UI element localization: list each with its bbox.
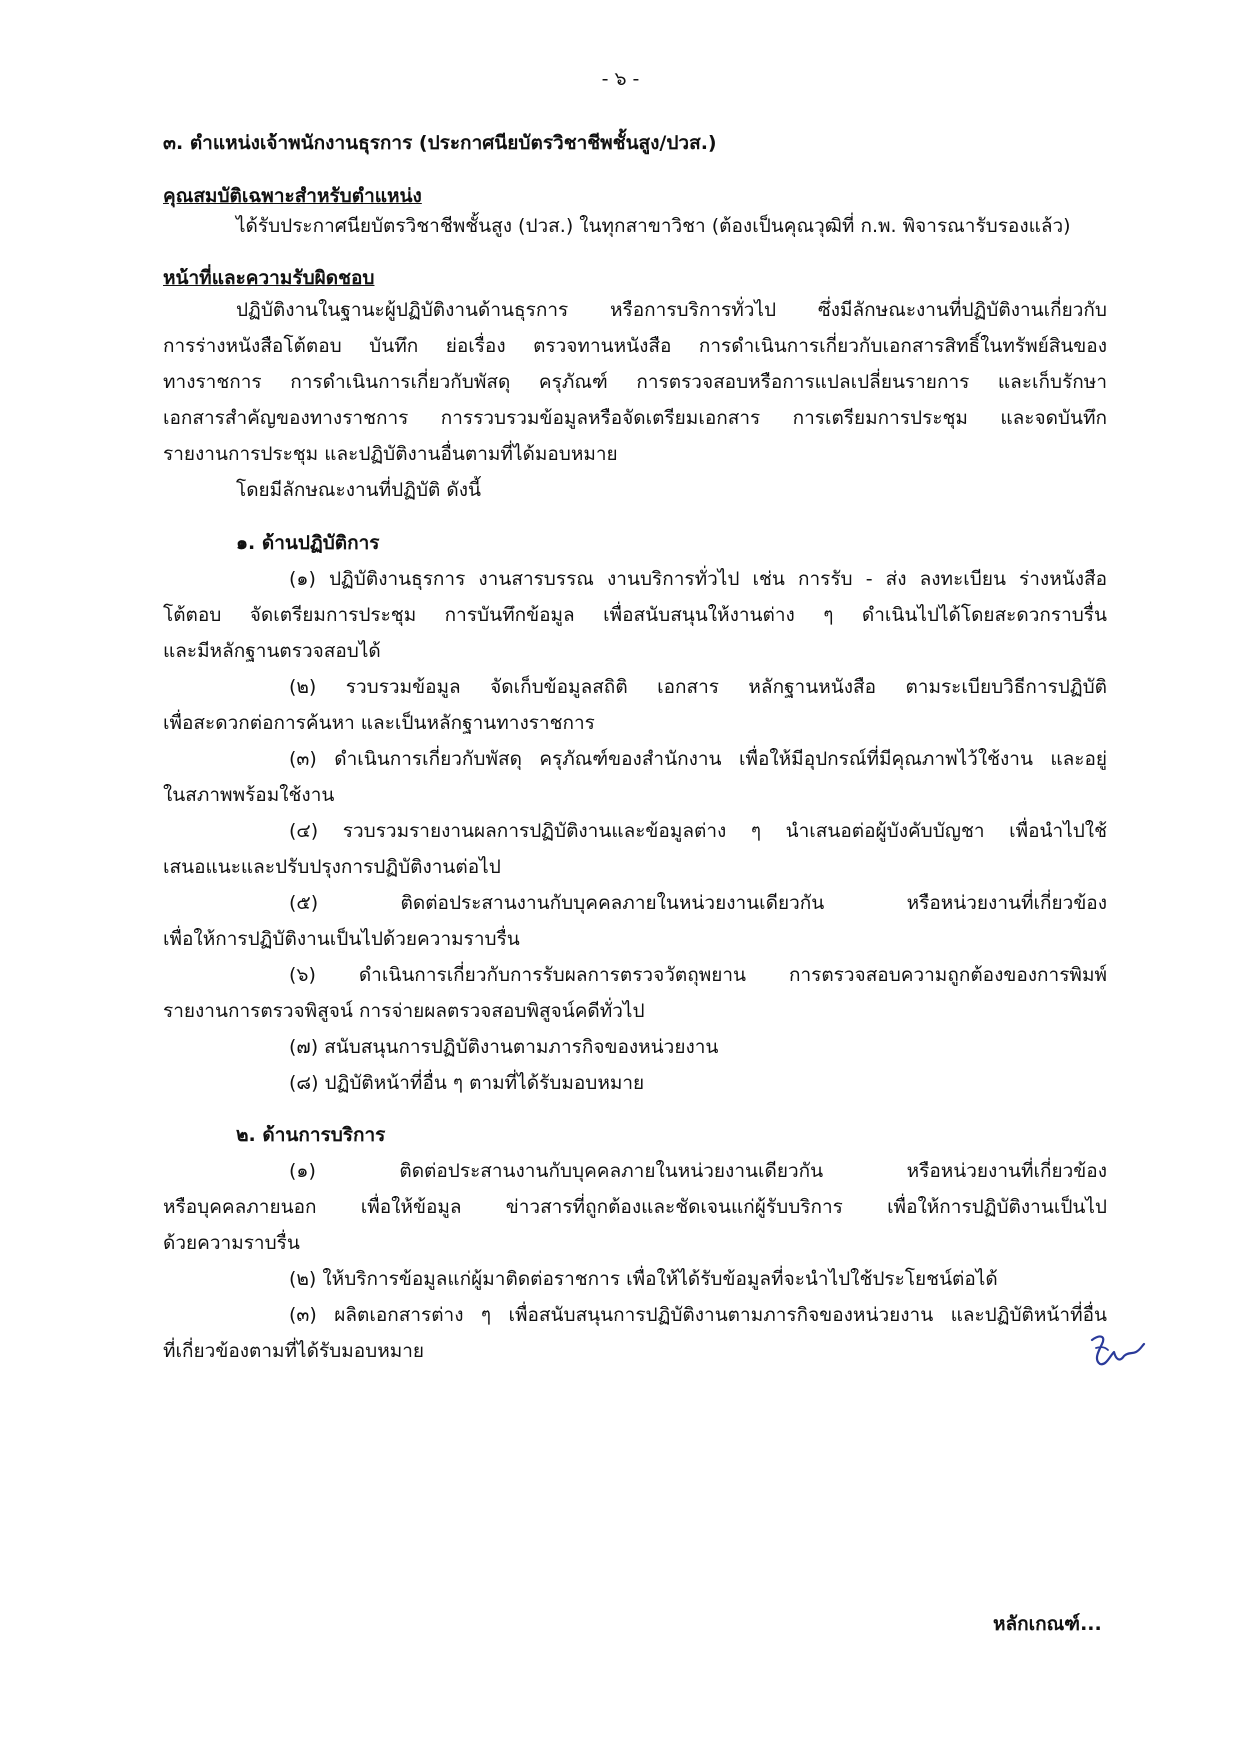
- section1-heading: ๑. ด้านปฏิบัติการ: [236, 532, 380, 554]
- page-number: - ๖ -: [601, 68, 640, 90]
- section1-item: รายงานการตรวจพิสูจน์ การจ่ายผลตรวจสอบพิสูจน์คดีทั่วไป: [163, 1000, 645, 1022]
- section1-item: ในสภาพพร้อมใช้งาน: [163, 784, 335, 806]
- duties-line: ปฏิบัติงานในฐานะผู้ปฏิบัติงานด้านธุรการ หรือการบริการทั่วไป ซึ่งมีลักษณะงานที่ปฏิบัติงานเกี่ยวกับ: [236, 299, 1107, 321]
- section1-item: เสนอแนะและปรับปรุงการปฏิบัติงานต่อไป: [163, 856, 501, 878]
- section2-item: หรือบุคคลภายนอก เพื่อให้ข้อมูล ข่าวสารที่ถูกต้องและชัดเจนแก่ผู้รับบริการ เพื่อให้การปฏิบัติงานเป็นไป: [163, 1196, 1107, 1218]
- section1-item: (๗) สนับสนุนการปฏิบัติงานตามภารกิจของหน่วยงาน: [289, 1036, 719, 1058]
- section1-item: เพื่อให้การปฏิบัติงานเป็นไปด้วยความราบรื่น: [163, 928, 520, 950]
- section1-item: (๕) ติดต่อประสานงานกับบุคคลภายในหน่วยงานเดียวกัน หรือหน่วยงานที่เกี่ยวข้อง: [289, 892, 1107, 914]
- section1-item: (๘) ปฏิบัติหน้าที่อื่น ๆ ตามที่ได้รับมอบหมาย: [289, 1072, 645, 1094]
- section2-item: (๒) ให้บริการข้อมูลแก่ผู้มาติดต่อราชการ เพื่อให้ได้รับข้อมูลที่จะนำไปใช้ประโยชน์ต่อได้: [289, 1268, 998, 1290]
- signature-initials: [1086, 1330, 1146, 1370]
- section2-item: (๓) ผลิตเอกสารต่าง ๆ เพื่อสนับสนุนการปฏิบัติงานตามภารกิจของหน่วยงาน และปฏิบัติหน้าที่อื่น: [289, 1304, 1107, 1326]
- section1-item: (๔) รวบรวมรายงานผลการปฏิบัติงานและข้อมูลต่าง ๆ นำเสนอต่อผู้บังคับบัญชา เพื่อนำไปใช้: [289, 820, 1107, 842]
- position-heading: ๓. ตำแหน่งเจ้าพนักงานธุรการ (ประกาศนียบัตรวิชาชีพชั้นสูง/ปวส.): [163, 132, 717, 154]
- section1-item: (๑) ปฏิบัติงานธุรการ งานสารบรรณ งานบริการทั่วไป เช่น การรับ - ส่ง ลงทะเบียน ร่างหนังสือ: [289, 568, 1107, 590]
- section1-item: เพื่อสะดวกต่อการค้นหา และเป็นหลักฐานทางราชการ: [163, 712, 595, 734]
- section2-item: ที่เกี่ยวข้องตามที่ได้รับมอบหมาย: [163, 1340, 425, 1362]
- section2-item: ด้วยความราบรื่น: [163, 1232, 300, 1254]
- duties-intro: โดยมีลักษณะงานที่ปฏิบัติ ดังนี้: [236, 479, 482, 501]
- section2-item: (๑) ติดต่อประสานงานกับบุคคลภายในหน่วยงานเดียวกัน หรือหน่วยงานที่เกี่ยวข้อง: [289, 1160, 1107, 1182]
- duties-line: รายงานการประชุม และปฏิบัติงานอื่นตามที่ได้มอบหมาย: [163, 443, 618, 465]
- qualifications-text: ได้รับประกาศนียบัตรวิชาชีพชั้นสูง (ปวส.) ในทุกสาขาวิชา (ต้องเป็นคุณวุฒิที่ ก.พ. พิจารณารับรองแล้ว): [236, 215, 1071, 237]
- section1-item: และมีหลักฐานตรวจสอบได้: [163, 640, 381, 662]
- duties-heading: หน้าที่และความรับผิดชอบ: [163, 267, 375, 289]
- section1-item: โต้ตอบ จัดเตรียมการประชุม การบันทึกข้อมูล เพื่อสนับสนุนให้งานต่าง ๆ ดำเนินไปได้โดยสะดวกราบรื่น: [163, 604, 1107, 626]
- duties-line: ทางราชการ การดำเนินการเกี่ยวกับพัสดุ ครุภัณฑ์ การตรวจสอบหรือการแปลเปลี่ยนรายการ และเก็บรักษา: [163, 371, 1107, 393]
- section2-heading: ๒. ด้านการบริการ: [236, 1124, 386, 1146]
- section1-item: (๒) รวบรวมข้อมูล จัดเก็บข้อมูลสถิติ เอกสาร หลักฐานหนังสือ ตามระเบียบวิธีการปฏิบัติ: [289, 676, 1107, 698]
- next-page-catchword: หลักเกณฑ์...: [993, 1613, 1102, 1635]
- duties-line: การร่างหนังสือโต้ตอบ บันทึก ย่อเรื่อง ตรวจทานหนังสือ การดำเนินการเกี่ยวกับเอกสารสิทธิ์ในทรัพย์สินของ: [163, 335, 1107, 357]
- section1-item: (๓) ดำเนินการเกี่ยวกับพัสดุ ครุภัณฑ์ของสำนักงาน เพื่อให้มีอุปกรณ์ที่มีคุณภาพไว้ใช้งาน และอยู่: [289, 748, 1107, 770]
- qualifications-heading: คุณสมบัติเฉพาะสำหรับตำแหน่ง: [163, 185, 422, 207]
- duties-line: เอกสารสำคัญของทางราชการ การรวบรวมข้อมูลหรือจัดเตรียมเอกสาร การเตรียมการประชุม และจดบันทึก: [163, 407, 1107, 429]
- section1-item: (๖) ดำเนินการเกี่ยวกับการรับผลการตรวจวัตถุพยาน การตรวจสอบความถูกต้องของการพิมพ์: [289, 964, 1107, 986]
